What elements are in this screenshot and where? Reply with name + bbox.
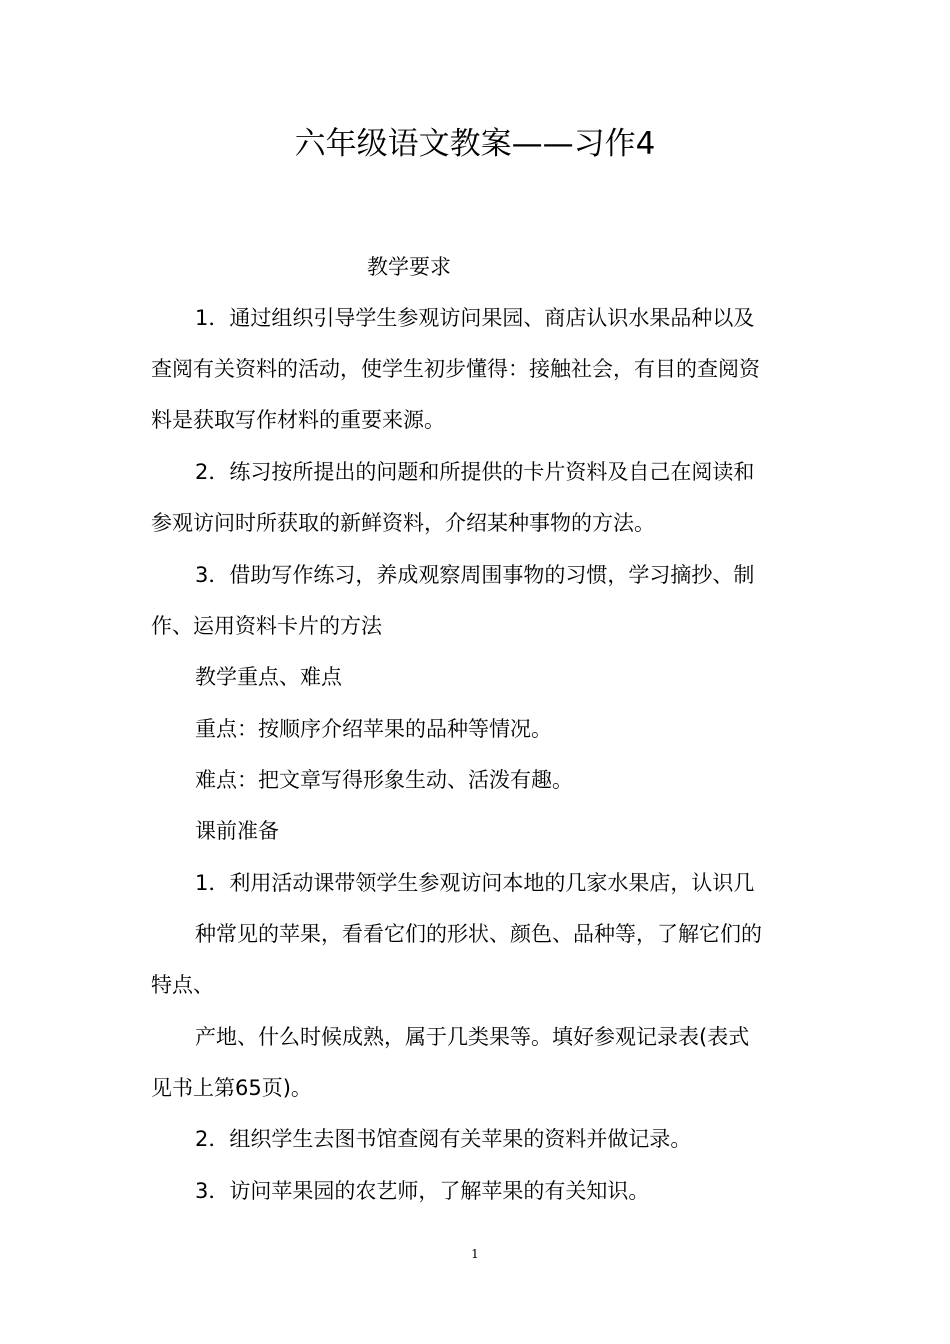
paragraph-line: 3．借助写作练习，养成观察周围事物的习惯，学习摘抄、制: [195, 563, 755, 587]
paragraph-line: 重点：按顺序介绍苹果的品种等情况。: [195, 717, 552, 741]
section-heading-requirements: 教学要求: [367, 255, 451, 279]
paragraph-line: 1．利用活动课带领学生参观访问本地的几家水果店，认识几: [195, 871, 755, 895]
paragraph-line: 料是获取写作材料的重要来源。: [151, 408, 445, 432]
paragraph-line: 2．练习按所提出的问题和所提供的卡片资料及自己在阅读和: [195, 460, 755, 484]
document-title: 六年级语文教案——习作4: [294, 126, 656, 162]
paragraph-line: 产地、什么时候成熟，属于几类果等。填好参观记录表(表式: [195, 1025, 750, 1049]
page-number: 1: [471, 1247, 479, 1261]
paragraph-line: 2．组织学生去图书馆查阅有关苹果的资料并做记录。: [195, 1127, 692, 1151]
paragraph-line: 作、运用资料卡片的方法: [151, 614, 382, 638]
paragraph-line: 见书上第65页)。: [151, 1076, 312, 1100]
paragraph-line: 查阅有关资料的活动，使学生初步懂得：接触社会，有目的查阅资: [151, 357, 760, 381]
paragraph-line: 种常见的苹果，看看它们的形状、颜色、品种等，了解它们的: [195, 922, 762, 946]
paragraph-line: 难点：把文章写得形象生动、活泼有趣。: [195, 768, 573, 792]
paragraph-line: 1．通过组织引导学生参观访问果园、商店认识水果品种以及: [195, 306, 755, 330]
paragraph-line: 特点、: [151, 973, 214, 997]
section-heading-preparation: 课前准备: [195, 819, 279, 843]
section-heading-key-points: 教学重点、难点: [195, 665, 342, 689]
paragraph-line: 3．访问苹果园的农艺师，了解苹果的有关知识。: [195, 1179, 650, 1203]
paragraph-line: 参观访问时所获取的新鲜资料，介绍某种事物的方法。: [151, 511, 655, 535]
